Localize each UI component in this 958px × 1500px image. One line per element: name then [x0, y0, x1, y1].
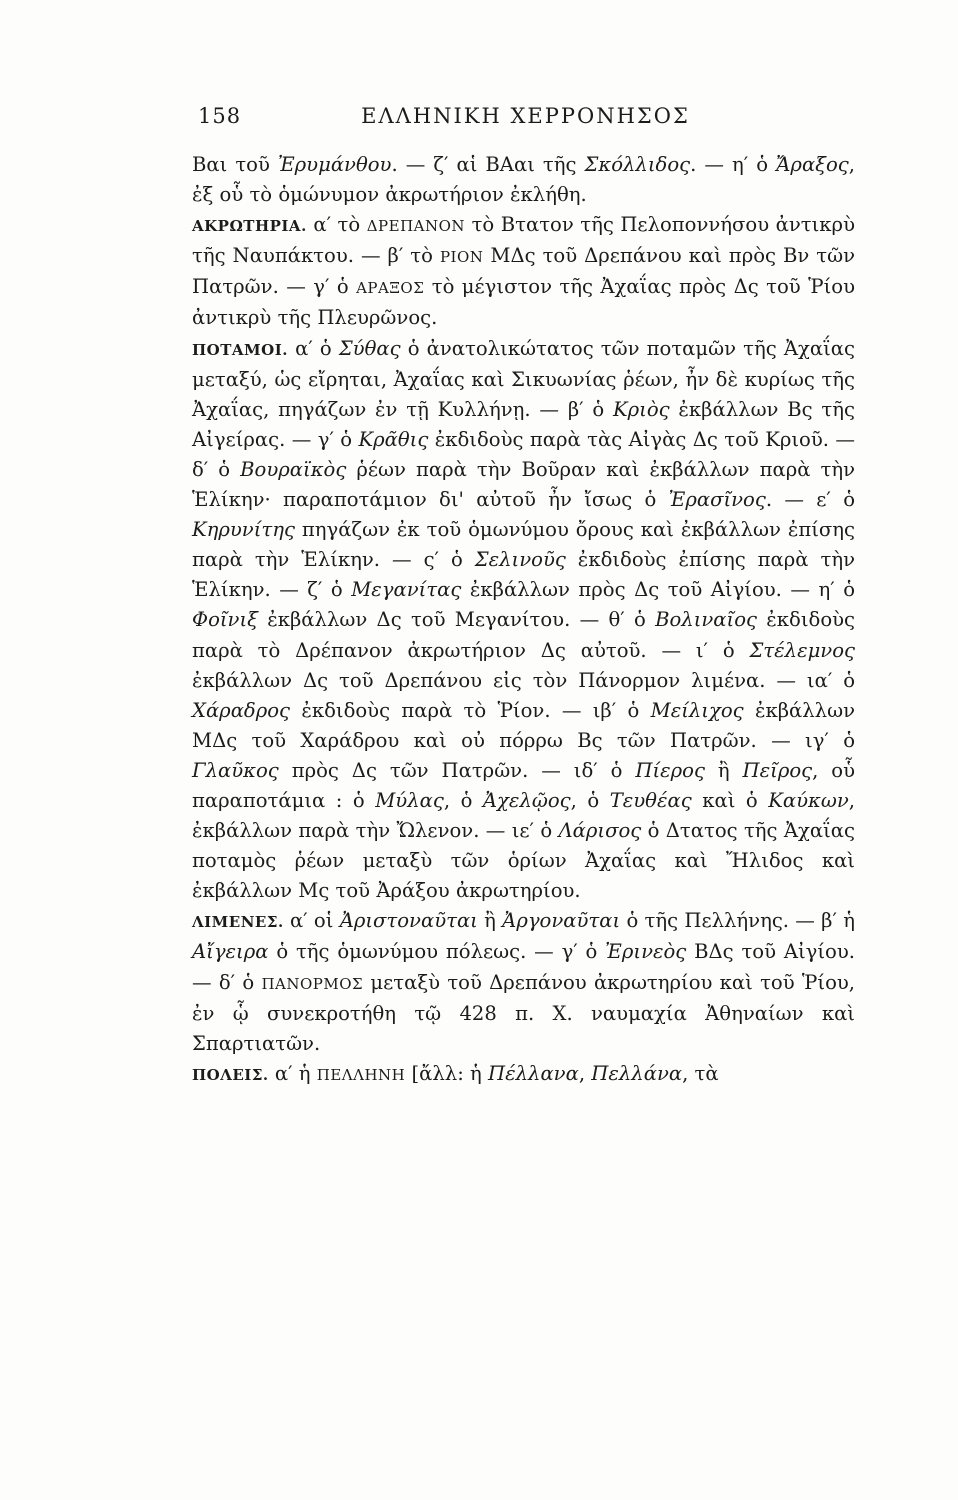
text-run: ἐκδιδοὺς παρὰ τὸ Δρέπανον ἀκρωτήριον Δς αὐτοῦ. — ι′ ὁ — [192, 608, 856, 662]
text-run: . — η′ ὁ — [690, 153, 777, 176]
paragraph-capes — [192, 210, 855, 333]
text-run: ΜΔς τοῦ Δρεπάνου καὶ πρὸς Βν τῶν Πατρῶν. — γ′ ὁ — [192, 244, 856, 299]
italic-name: Χάραδρος — [192, 698, 291, 722]
italic-name: Στέλεμνος — [749, 638, 855, 662]
text-run: ὁ τῆς Πελλήνης. — β′ ἡ — [620, 909, 855, 933]
text-run: α′ τὸ — [306, 213, 367, 237]
italic-name: Βουραϊκὸς — [240, 457, 347, 481]
small-caps-name: ΔΡΕΠΑΝΟΝ — [366, 217, 466, 236]
text-run: τὸ Βτατον τῆς Πελοποννήσου ἀντικρὺ τῆς Ναυπάκτου. — β′ τὸ — [192, 213, 855, 268]
text-run: , τὰ — [682, 1061, 719, 1085]
italic-name: Βολιναῖος — [655, 608, 757, 632]
text-run: ἐκδιδοὺς παρὰ τὸ Ῥίον. — ιβ′ ὁ — [290, 698, 651, 722]
italic-name: Κριὸς — [613, 397, 670, 421]
text-run: [ἄλλ: ἡ — [405, 1061, 488, 1085]
text-run: ῥέων παρὰ τὴν Βοῦραν καὶ ἐκβάλλων παρὰ τὴν Ἑλίκην· παραποτάμιον δι' αὐτοῦ ἦν ἴσως ὁ — [192, 457, 855, 512]
text-run: τὸ μέγιστον τῆς Ἀχαΐας πρὸς Δς τοῦ Ῥίου ἀντικρὺ τῆς Πλευρῶνος. — [192, 275, 855, 330]
text-run: ἐκβάλλων Δς τοῦ Μεγανίτου. — θ′ ὁ — [257, 608, 656, 632]
paragraph-rivers — [192, 334, 855, 907]
text-run: . — ζ′ αἱ ΒΑαι τῆς — [391, 153, 585, 176]
text-run: α′ ἡ — [268, 1061, 317, 1085]
italic-name: Πελλάνα — [591, 1061, 683, 1085]
italic-name: Μεγανίτας — [351, 578, 462, 602]
running-title: ΕΛΛΗΝΙΚΗ ΧΕΡΡΟΝΗΣΟΣ — [361, 104, 690, 128]
text-run: ἐκβάλλων πρὸς Δς τοῦ Αἰγίου. — η′ ὁ — [461, 578, 855, 602]
italic-name: Ἀχελῷος — [482, 788, 571, 812]
italic-name: Κρᾶθις — [358, 427, 429, 451]
italic-name: Ἐρυμάνθου — [277, 153, 392, 176]
text-run: , ὁ — [443, 788, 483, 812]
italic-name: Πέλλανα — [488, 1061, 579, 1085]
text-run: , ἐκβάλλων παρὰ τὴν Ὤλενον. — ιε′ ὁ — [192, 788, 855, 843]
italic-name: Σύθας — [338, 336, 401, 360]
italic-name: Γλαῦκος — [192, 758, 279, 782]
italic-name: Τευθέας — [609, 788, 692, 812]
text-run: ἐκβάλλων Βς τῆς Αἰγείρας. — γ′ ὁ — [192, 397, 855, 451]
italic-name: Μύλας — [375, 788, 444, 812]
text-run: ἐκβάλλων ΜΔς τοῦ Χαράδρου καὶ οὐ πόρρω Βς τῶν Πατρῶν. — ιγ′ ὁ — [192, 698, 855, 752]
section-label: ΠΟΤΑΜΟΙ. — [192, 340, 288, 359]
text-run: ὁ Δτατος τῆς Ἀχαΐας ποταμὸς ῥέων μεταξὺ τῶν ὁρίων Ἀχαΐας καὶ Ἤλιδος καὶ ἐκβάλλων Μς τοῦ Ἀράξου ἀκρωτηρίου. — [192, 819, 855, 903]
section-label: ΠΟΛΕΙΣ. — [192, 1065, 269, 1084]
small-caps-name: ΠΕΛΛΗΝΗ — [316, 1065, 406, 1084]
italic-name: Κηρυνίτης — [192, 518, 295, 542]
italic-name: Ἐρινεὸς — [605, 940, 687, 964]
text-run: μεταξὺ τοῦ Δρεπάνου ἀκρωτηρίου καὶ τοῦ Ῥίου, ἐν ᾧ συνεκροτήθη τῷ 428 π. Χ. ναυμαχία Ἀθηναίων καὶ Σπαρτιατῶν. — [192, 970, 856, 1055]
italic-name: Ἀργοναῦται — [502, 909, 621, 933]
text-run: ἢ — [477, 909, 503, 933]
text-run: . — ε′ ὁ — [765, 488, 855, 512]
text-run: ὁ τῆς ὁμωνύμου πόλεως. — γ′ ὁ — [268, 940, 606, 964]
text-run: πρὸς Δς τῶν Πατρῶν. — ιδ′ ὁ — [278, 758, 636, 782]
text-run: α′ ὁ — [287, 336, 339, 360]
text-run: ἢ — [704, 758, 743, 782]
text-run: ἐκδιδοὺς ἐπίσης παρὰ τὴν Ἑλίκην. — ζ′ ὁ — [192, 548, 855, 602]
page-number: 158 — [198, 104, 242, 128]
paragraph-cities — [192, 1059, 855, 1090]
text-run: , οὗ παραποτάμια : ὁ — [192, 758, 855, 812]
italic-name: Πεῖρος — [742, 758, 813, 782]
small-caps-name: ΑΡΑΞΟΣ — [356, 279, 425, 298]
section-label: ΛΙΜΕΝΕΣ. — [192, 913, 284, 932]
page-header — [198, 104, 853, 136]
small-caps-name: ΡΙΟΝ — [439, 248, 484, 267]
italic-name: Λάρισος — [558, 819, 642, 843]
page-body — [192, 150, 855, 1090]
italic-name: Ἄραξος — [776, 153, 849, 176]
paragraph-continuation — [192, 150, 855, 210]
text-run: ΒΔς τοῦ Αἰγίου. — δ′ ὁ — [192, 940, 855, 994]
text-run: ὁ ἀνατολικώτατος τῶν ποταμῶν τῆς Ἀχαΐας μεταξύ, ὡς εἴρηται, Ἀχαΐας καὶ Σικυωνίας ῥέων, ἦν δὲ κυρίως τῆς Ἀχαΐας, πηγάζων ἐν τῇ Κυλλήνῃ. — β′ ὁ — [192, 336, 855, 421]
italic-name: Πίερος — [635, 758, 705, 782]
section-label: ΑΚΡΩΤΗΡΙΑ. — [192, 217, 307, 236]
text-run: καὶ ὁ — [691, 788, 769, 812]
small-caps-name: ΠΑΝΟΡΜΟΣ — [261, 974, 364, 993]
italic-name: Μείλιχος — [650, 698, 744, 722]
text-run: Βαι τοῦ — [192, 153, 278, 176]
italic-name: Καύκων — [768, 788, 849, 812]
italic-name: Ἐρασῖνος — [668, 488, 766, 512]
text-run: πηγάζων ἐκ τοῦ ὁμωνύμου ὄρους καὶ ἐκβάλλων ἐπίσης παρὰ τὴν Ἑλίκην. — ς′ ὁ — [192, 518, 855, 572]
text-run: , ὁ — [570, 788, 610, 812]
italic-name: Σκόλλιδος — [584, 153, 691, 176]
paragraph-harbors — [192, 906, 855, 1058]
text-run: α′ οἱ — [283, 909, 340, 933]
italic-name: Φοῖνιξ — [192, 608, 258, 632]
italic-name: Αἴγειρα — [192, 940, 269, 964]
italic-name: Σελινοῦς — [474, 548, 566, 572]
text-run: ἐκβάλλων Δς τοῦ Δρεπάνου εἰς τὸν Πάνορμον λιμένα. — ια′ ὁ — [192, 668, 855, 692]
text-run: ἐκδιδοὺς παρὰ τὰς Αἰγὰς Δς τοῦ Κριοῦ. — δ′ ὁ — [192, 427, 855, 481]
text-run: , — [578, 1061, 592, 1085]
italic-name: Ἀριστοναῦται — [339, 909, 478, 933]
text-run: , ἐξ οὗ τὸ ὁμώνυμον ἀκρωτήριον ἐκλήθη. — [192, 153, 855, 207]
